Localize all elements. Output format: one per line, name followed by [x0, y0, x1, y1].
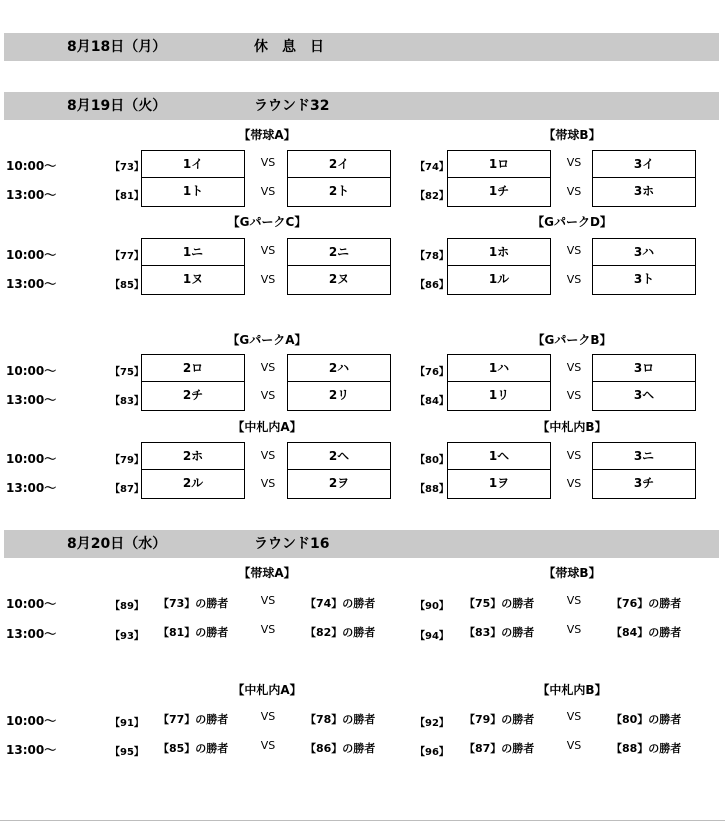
team-box: 3ニ [592, 442, 696, 470]
match-number: 【80】 [415, 455, 449, 466]
winner-slot: 【77】の勝者 [158, 713, 229, 726]
page-bottom-rule [0, 820, 725, 821]
team-box: 2ホ [141, 442, 245, 470]
team-box: 3イ [592, 150, 696, 178]
venue-label: 【帯球A】 [238, 128, 296, 142]
team-box: 3ハ [592, 238, 696, 266]
venue-label: 【GパークC】 [227, 215, 307, 229]
team-box: 2チ [141, 382, 245, 411]
match-number: 【95】 [110, 747, 144, 758]
venue-label: 【帯球B】 [543, 566, 601, 580]
match-number: 【83】 [110, 396, 144, 407]
team-box: 1ヘ [447, 442, 551, 470]
team-box: 3ト [592, 266, 696, 295]
team-box: 1ニ [141, 238, 245, 266]
winner-slot: 【73】の勝者 [158, 597, 229, 610]
team-box: 2ヘ [287, 442, 391, 470]
winner-slot: 【85】の勝者 [158, 742, 229, 755]
venue-label: 【中札内B】 [537, 420, 607, 434]
vs-label: VS [260, 477, 276, 490]
day20-title: ラウンド16 [254, 536, 330, 552]
team-box: 1ル [447, 266, 551, 295]
vs-label: VS [260, 244, 276, 257]
match-number: 【91】 [110, 718, 144, 729]
team-box: 1イ [141, 150, 245, 178]
team-box: 3チ [592, 470, 696, 499]
winner-slot: 【86】の勝者 [305, 742, 376, 755]
day19-title: ラウンド32 [254, 98, 330, 114]
match-number: 【88】 [415, 484, 449, 495]
venue-label: 【帯球A】 [238, 566, 296, 580]
time-label: 10:00～ [6, 597, 57, 611]
match-number: 【75】 [110, 367, 144, 378]
venue-label: 【GパークB】 [532, 333, 612, 347]
time-label: 13:00～ [6, 188, 57, 202]
match-number: 【86】 [415, 280, 449, 291]
vs-label: VS [260, 156, 276, 169]
team-box: 2ヌ [287, 266, 391, 295]
team-box: 2イ [287, 150, 391, 178]
venue-label: 【帯球B】 [543, 128, 601, 142]
time-label: 13:00～ [6, 743, 57, 757]
vs-label: VS [260, 273, 276, 286]
winner-slot: 【84】の勝者 [611, 626, 682, 639]
time-label: 10:00～ [6, 714, 57, 728]
team-box: 1ハ [447, 354, 551, 382]
team-box: 2ル [141, 470, 245, 499]
vs-label: VS [566, 361, 582, 374]
vs-label: VS [260, 594, 276, 607]
team-box: 2ロ [141, 354, 245, 382]
team-box: 1ト [141, 178, 245, 207]
team-box: 2リ [287, 382, 391, 411]
match-number: 【81】 [110, 191, 144, 202]
team-box: 2ニ [287, 238, 391, 266]
team-box: 3ヘ [592, 382, 696, 411]
winner-slot: 【74】の勝者 [305, 597, 376, 610]
vs-label: VS [566, 739, 582, 752]
venue-label: 【中札内A】 [232, 420, 302, 434]
team-box: 1ヲ [447, 470, 551, 499]
vs-label: VS [566, 594, 582, 607]
vs-label: VS [260, 739, 276, 752]
match-number: 【78】 [415, 251, 449, 262]
time-label: 10:00～ [6, 159, 57, 173]
match-number: 【73】 [110, 162, 144, 173]
vs-label: VS [260, 449, 276, 462]
venue-label: 【GパークA】 [227, 333, 307, 347]
team-box: 1ホ [447, 238, 551, 266]
vs-label: VS [566, 273, 582, 286]
match-number: 【74】 [415, 162, 449, 173]
winner-slot: 【82】の勝者 [305, 626, 376, 639]
venue-label: 【GパークD】 [532, 215, 612, 229]
vs-label: VS [566, 710, 582, 723]
day18-date: 8月18日（月） [67, 39, 167, 55]
winner-slot: 【88】の勝者 [611, 742, 682, 755]
match-number: 【89】 [110, 601, 144, 612]
winner-slot: 【79】の勝者 [464, 713, 535, 726]
time-label: 13:00～ [6, 393, 57, 407]
team-box: 1チ [447, 178, 551, 207]
day19-date: 8月19日（火） [67, 98, 167, 114]
team-box: 1リ [447, 382, 551, 411]
time-label: 13:00～ [6, 481, 57, 495]
venue-label: 【中札内B】 [537, 683, 607, 697]
team-box: 2ヲ [287, 470, 391, 499]
vs-label: VS [566, 185, 582, 198]
match-number: 【96】 [415, 747, 449, 758]
winner-slot: 【81】の勝者 [158, 626, 229, 639]
team-box: 2ト [287, 178, 391, 207]
winner-slot: 【78】の勝者 [305, 713, 376, 726]
winner-slot: 【83】の勝者 [464, 626, 535, 639]
winner-slot: 【87】の勝者 [464, 742, 535, 755]
vs-label: VS [566, 477, 582, 490]
winner-slot: 【76】の勝者 [611, 597, 682, 610]
match-number: 【85】 [110, 280, 144, 291]
day18-header-band [4, 33, 719, 61]
match-number: 【84】 [415, 396, 449, 407]
match-number: 【90】 [415, 601, 449, 612]
vs-label: VS [566, 156, 582, 169]
winner-slot: 【75】の勝者 [464, 597, 535, 610]
vs-label: VS [566, 623, 582, 636]
vs-label: VS [260, 389, 276, 402]
vs-label: VS [566, 449, 582, 462]
team-box: 2ハ [287, 354, 391, 382]
match-number: 【79】 [110, 455, 144, 466]
day20-header-band [4, 530, 719, 558]
vs-label: VS [566, 389, 582, 402]
time-label: 10:00～ [6, 452, 57, 466]
team-box: 3ロ [592, 354, 696, 382]
match-number: 【92】 [415, 718, 449, 729]
winner-slot: 【80】の勝者 [611, 713, 682, 726]
time-label: 13:00～ [6, 277, 57, 291]
venue-label: 【中札内A】 [232, 683, 302, 697]
time-label: 10:00～ [6, 364, 57, 378]
day20-date: 8月20日（水） [67, 536, 167, 552]
team-box: 3ホ [592, 178, 696, 207]
day18-title: 休 息 日 [254, 39, 324, 55]
vs-label: VS [260, 361, 276, 374]
time-label: 13:00～ [6, 627, 57, 641]
match-number: 【87】 [110, 484, 144, 495]
time-label: 10:00～ [6, 248, 57, 262]
match-number: 【76】 [415, 367, 449, 378]
vs-label: VS [260, 623, 276, 636]
vs-label: VS [566, 244, 582, 257]
team-box: 1ヌ [141, 266, 245, 295]
vs-label: VS [260, 710, 276, 723]
vs-label: VS [260, 185, 276, 198]
match-number: 【77】 [110, 251, 144, 262]
day19-header-band [4, 92, 719, 120]
match-number: 【82】 [415, 191, 449, 202]
match-number: 【94】 [415, 631, 449, 642]
match-number: 【93】 [110, 631, 144, 642]
team-box: 1ロ [447, 150, 551, 178]
